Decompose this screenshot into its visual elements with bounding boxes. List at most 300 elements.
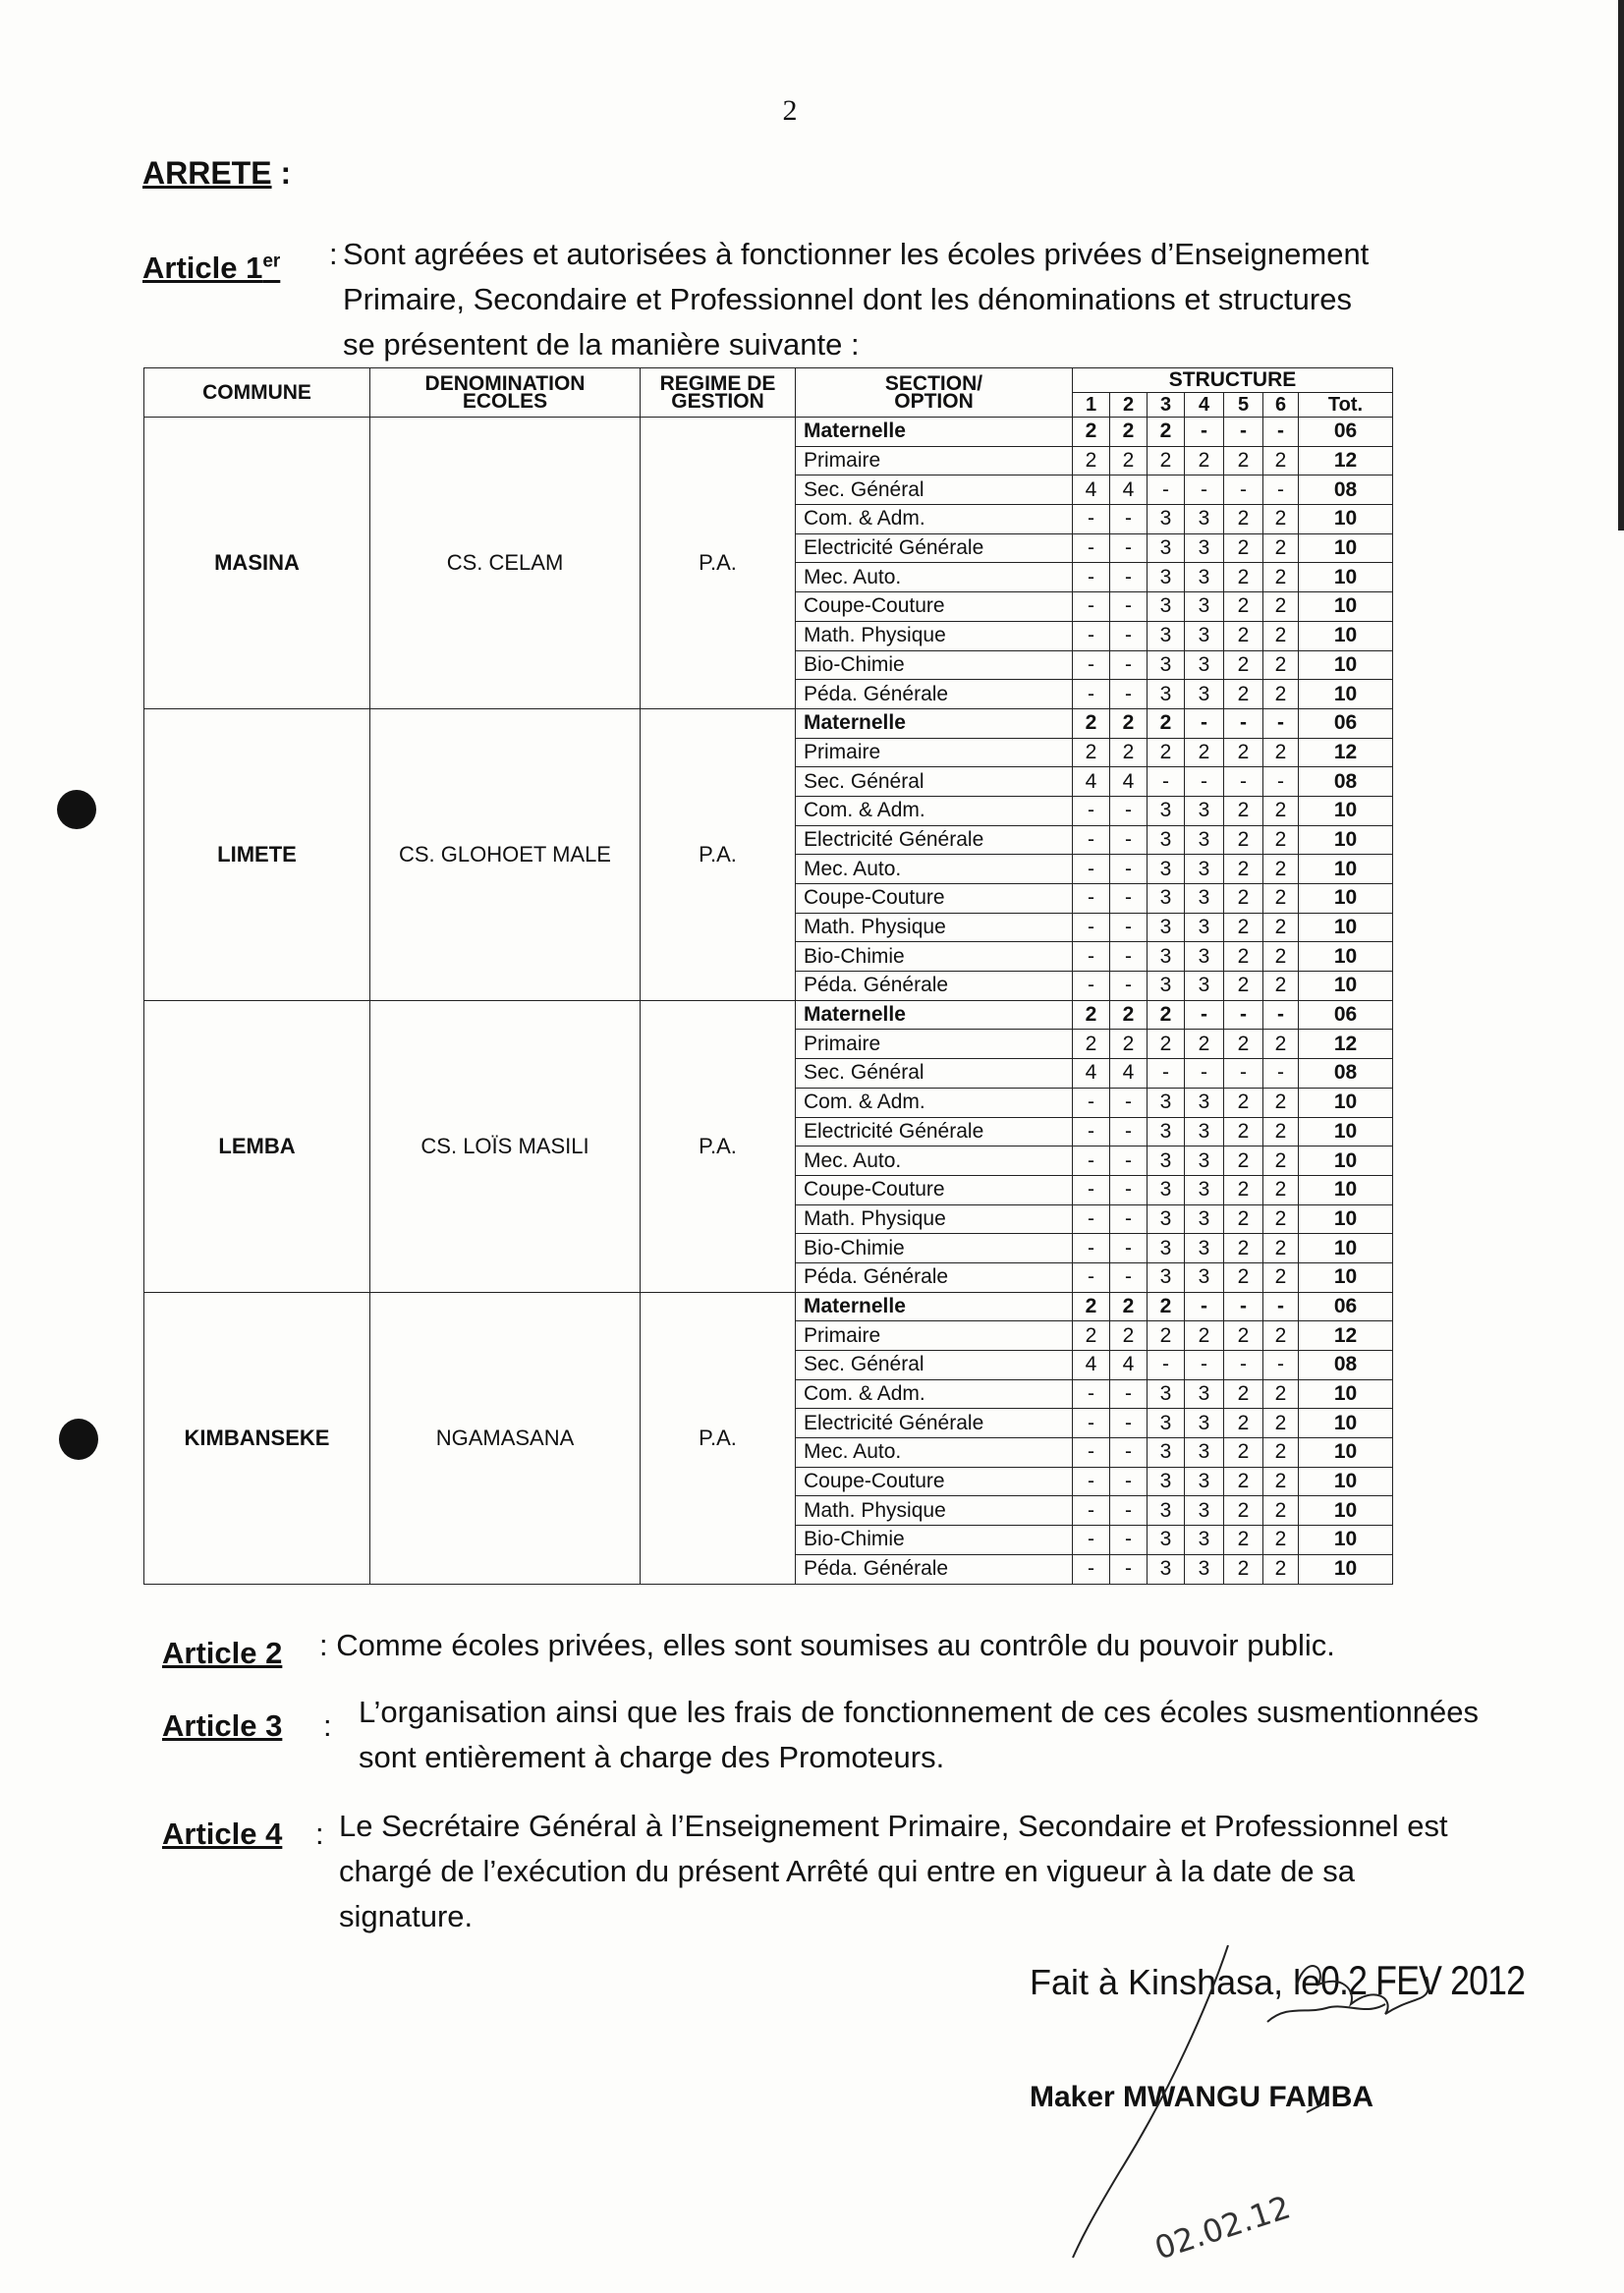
level-value: 2 [1263,1146,1299,1176]
total-value: 10 [1299,1117,1393,1146]
level-value: - [1073,1379,1110,1409]
article-2-text: Comme écoles privées, elles sont soumises au contrôle du pouvoir public. [336,1628,1335,1662]
section-name: Sec. Général [796,475,1073,505]
level-value: 3 [1148,1409,1185,1438]
article-3-label: Article 3 [162,1708,283,1743]
punch-hole [59,1419,98,1460]
level-value: 4 [1110,475,1148,505]
level-value: 2 [1073,418,1110,447]
level-value: 2 [1073,1030,1110,1059]
section-name: Coupe-Couture [796,1175,1073,1204]
section-name: Péda. Générale [796,1262,1073,1292]
header-total: Tot. [1299,393,1393,418]
level-value: - [1224,1351,1263,1380]
level-value: 2 [1263,1554,1299,1584]
section-name: Mec. Auto. [796,1146,1073,1176]
level-value: 2 [1263,1204,1299,1234]
total-value: 06 [1299,418,1393,447]
level-value: 3 [1148,680,1185,709]
school-regime: P.A. [641,708,796,1000]
level-value: 3 [1185,1467,1224,1496]
header-level: 2 [1110,393,1148,418]
level-value: - [1110,680,1148,709]
total-value: 10 [1299,505,1393,534]
total-value: 10 [1299,680,1393,709]
level-value: - [1073,1234,1110,1263]
level-value: 2 [1073,1292,1110,1321]
level-value: 2 [1148,1000,1185,1030]
level-value: - [1224,708,1263,738]
table-row [144,1292,1393,1321]
level-value: 2 [1224,1175,1263,1204]
level-value: - [1073,913,1110,942]
level-value: 2 [1073,446,1110,475]
level-value: 3 [1185,1554,1224,1584]
total-value: 12 [1299,446,1393,475]
level-value: 4 [1073,1351,1110,1380]
level-value: 3 [1148,563,1185,592]
level-value: 4 [1073,475,1110,505]
level-value: 2 [1263,446,1299,475]
article-4-label: Article 4 [162,1817,283,1851]
total-value: 12 [1299,738,1393,767]
level-value: 3 [1185,1379,1224,1409]
level-value: - [1073,1175,1110,1204]
level-value: 3 [1148,1379,1185,1409]
article-4-text: Le Secrétaire Général à l’Enseignement Primaire, Secondaire et Professionnel est chargé de l’exécution du présent Arrêté qui entre en vigueur à la date de sa signature. [339,1809,1448,1933]
level-value: 2 [1148,1321,1185,1351]
level-value: 3 [1185,1146,1224,1176]
level-value: 2 [1263,563,1299,592]
level-value: 3 [1148,884,1185,914]
level-value: 3 [1148,1467,1185,1496]
article-1-line: Primaire, Secondaire et Professionnel dont les dénominations et structures [343,282,1352,316]
level-value: - [1110,1467,1148,1496]
section-name: Com. & Adm. [796,1379,1073,1409]
level-value: 2 [1148,1292,1185,1321]
level-value: - [1073,855,1110,884]
level-value: 3 [1185,1409,1224,1438]
level-value: - [1110,1234,1148,1263]
decree-heading: ARRETE : [142,155,292,191]
section-name: Maternelle [796,1000,1073,1030]
level-value: 4 [1110,1059,1148,1089]
level-value: - [1110,1496,1148,1526]
level-value: 2 [1224,621,1263,650]
level-value: 4 [1110,1351,1148,1380]
total-value: 10 [1299,1554,1393,1584]
level-value: - [1263,1292,1299,1321]
level-value: 2 [1263,505,1299,534]
level-value: - [1110,1088,1148,1117]
level-value: 3 [1185,1496,1224,1526]
level-value: 3 [1148,1496,1185,1526]
header-level: 3 [1148,393,1185,418]
level-value: - [1073,1467,1110,1496]
level-value: 2 [1263,1117,1299,1146]
level-value: 2 [1110,708,1148,738]
level-value: 3 [1185,533,1224,563]
level-value: - [1073,1526,1110,1555]
level-value: 2 [1224,505,1263,534]
level-value: - [1185,418,1224,447]
level-value: - [1073,1088,1110,1117]
level-value: - [1110,855,1148,884]
level-value: 2 [1263,1262,1299,1292]
level-value: 2 [1263,972,1299,1001]
section-name: Coupe-Couture [796,592,1073,622]
level-value: - [1110,1438,1148,1468]
punch-hole [57,790,96,829]
level-value: - [1224,418,1263,447]
level-value: 2 [1224,1409,1263,1438]
scan-edge [1618,0,1624,531]
level-value: - [1110,884,1148,914]
level-value: 4 [1110,767,1148,797]
level-value: 3 [1185,796,1224,825]
level-value: 2 [1224,1030,1263,1059]
level-value: 2 [1148,1030,1185,1059]
level-value: - [1224,1059,1263,1089]
level-value: 2 [1224,650,1263,680]
total-value: 10 [1299,592,1393,622]
total-value: 10 [1299,1234,1393,1263]
level-value: - [1073,825,1110,855]
level-value: - [1073,650,1110,680]
level-value: 2 [1224,1379,1263,1409]
header-level: 6 [1263,393,1299,418]
header-level: 5 [1224,393,1263,418]
level-value: 2 [1263,855,1299,884]
section-name: Sec. Général [796,1351,1073,1380]
level-value: - [1224,1000,1263,1030]
level-value: - [1110,1554,1148,1584]
total-value: 10 [1299,1088,1393,1117]
section-name: Math. Physique [796,621,1073,650]
level-value: 3 [1148,855,1185,884]
total-value: 10 [1299,533,1393,563]
level-value: 3 [1185,825,1224,855]
level-value: 3 [1148,533,1185,563]
header-commune: COMMUNE [144,368,370,418]
section-name: Mec. Auto. [796,1438,1073,1468]
level-value: 3 [1185,505,1224,534]
header-regime: REGIME DE GESTION [641,368,796,418]
level-value: 3 [1185,680,1224,709]
level-value: - [1110,1146,1148,1176]
level-value: 3 [1148,1262,1185,1292]
section-name: Sec. Général [796,1059,1073,1089]
level-value: 3 [1185,1526,1224,1555]
school-denomination: CS. CELAM [370,418,641,709]
school-regime: P.A. [641,1292,796,1584]
section-name: Bio-Chimie [796,650,1073,680]
school-regime: P.A. [641,1000,796,1292]
level-value: - [1110,1262,1148,1292]
level-value: 2 [1224,563,1263,592]
header-structure: STRUCTURE [1073,368,1393,393]
level-value: - [1110,1379,1148,1409]
level-value: 2 [1224,446,1263,475]
level-value: - [1073,1204,1110,1234]
level-value: - [1110,1117,1148,1146]
level-value: - [1073,1496,1110,1526]
total-value: 12 [1299,1030,1393,1059]
level-value: 4 [1073,1059,1110,1089]
total-value: 08 [1299,767,1393,797]
level-value: 2 [1263,942,1299,972]
level-value: - [1073,533,1110,563]
level-value: 3 [1148,972,1185,1001]
level-value: 2 [1110,1292,1148,1321]
section-name: Primaire [796,738,1073,767]
level-value: 2 [1263,1379,1299,1409]
total-value: 10 [1299,855,1393,884]
total-value: 10 [1299,563,1393,592]
level-value: 3 [1148,1146,1185,1176]
total-value: 10 [1299,1409,1393,1438]
section-name: Math. Physique [796,913,1073,942]
level-value: 3 [1185,1204,1224,1234]
level-value: 3 [1185,884,1224,914]
section-name: Primaire [796,446,1073,475]
level-value: - [1148,475,1185,505]
level-value: - [1185,1000,1224,1030]
total-value: 10 [1299,884,1393,914]
level-value: 2 [1110,1030,1148,1059]
signer-name: Maker MWANGU FAMBA [1030,2081,1374,2113]
level-value: 2 [1110,446,1148,475]
level-value: 2 [1263,1409,1299,1438]
header-denomination: DENOMINATION ECOLES [370,368,641,418]
level-value: 3 [1185,563,1224,592]
level-value: - [1185,1292,1224,1321]
total-value: 10 [1299,942,1393,972]
handwritten-signature [1061,1945,1526,2269]
level-value: - [1185,1351,1224,1380]
level-value: 3 [1148,1234,1185,1263]
level-value: 2 [1224,796,1263,825]
header-section: SECTION/ OPTION [796,368,1073,418]
total-value: 10 [1299,1496,1393,1526]
level-value: - [1073,1438,1110,1468]
level-value: 3 [1185,1175,1224,1204]
level-value: 2 [1148,418,1185,447]
level-value: 2 [1224,1321,1263,1351]
level-value: 2 [1148,738,1185,767]
level-value: - [1110,1175,1148,1204]
section-name: Maternelle [796,708,1073,738]
header-level: 4 [1185,393,1224,418]
level-value: 3 [1148,942,1185,972]
article-3: Article 3 : L’organisation ainsi que les frais de fonctionnement de ces écoles susmentionnées sont entièrement à charge des Promoteurs. [162,1690,1479,1780]
level-value: 2 [1185,738,1224,767]
level-value: - [1110,621,1148,650]
level-value: - [1110,972,1148,1001]
total-value: 10 [1299,1379,1393,1409]
level-value: 3 [1148,650,1185,680]
level-value: 2 [1224,533,1263,563]
school-denomination: CS. GLOHOET MALE [370,708,641,1000]
schools-table [143,367,1393,1585]
level-value: - [1224,475,1263,505]
section-name: Math. Physique [796,1204,1073,1234]
level-value: - [1110,1204,1148,1234]
section-name: Péda. Générale [796,972,1073,1001]
section-name: Coupe-Couture [796,884,1073,914]
level-value: - [1148,1351,1185,1380]
level-value: 3 [1148,1088,1185,1117]
level-value: - [1263,1000,1299,1030]
level-value: - [1110,592,1148,622]
total-value: 06 [1299,1000,1393,1030]
level-value: 3 [1148,825,1185,855]
school-commune: LIMETE [144,708,370,1000]
level-value: 2 [1224,680,1263,709]
level-value: 2 [1224,1526,1263,1555]
total-value: 06 [1299,1292,1393,1321]
level-value: 2 [1263,913,1299,942]
section-name: Sec. Général [796,767,1073,797]
section-name: Mec. Auto. [796,563,1073,592]
level-value: 2 [1148,708,1185,738]
place-text: Fait à Kinshasa, le [1030,1962,1321,2002]
section-name: Com. & Adm. [796,796,1073,825]
handwritten-date: 02.02.12 [1149,2188,1295,2267]
level-value: - [1110,533,1148,563]
level-value: 3 [1148,1204,1185,1234]
total-value: 06 [1299,708,1393,738]
level-value: 3 [1185,942,1224,972]
level-value: 2 [1263,1030,1299,1059]
total-value: 10 [1299,1146,1393,1176]
level-value: - [1185,708,1224,738]
total-value: 10 [1299,621,1393,650]
level-value: - [1185,767,1224,797]
level-value: 2 [1263,650,1299,680]
level-value: 3 [1185,1438,1224,1468]
level-value: 2 [1263,1438,1299,1468]
level-value: 3 [1148,796,1185,825]
section-name: Péda. Générale [796,680,1073,709]
article-1-label: Article 1er [142,251,281,286]
school-commune: MASINA [144,418,370,709]
article-1-line: Sont agréées et autorisées à fonctionner les écoles privées d’Enseignement [343,237,1370,271]
total-value: 10 [1299,1438,1393,1468]
level-value: 3 [1185,1088,1224,1117]
level-value: 2 [1073,1000,1110,1030]
level-value: 3 [1148,1554,1185,1584]
level-value: - [1148,767,1185,797]
level-value: - [1110,913,1148,942]
level-value: 3 [1148,913,1185,942]
section-name: Primaire [796,1030,1073,1059]
level-value: 2 [1224,884,1263,914]
level-value: 2 [1263,1467,1299,1496]
level-value: - [1263,1351,1299,1380]
level-value: 2 [1073,708,1110,738]
level-value: 2 [1224,1438,1263,1468]
section-name: Math. Physique [796,1496,1073,1526]
level-value: - [1110,796,1148,825]
level-value: - [1263,767,1299,797]
level-value: 2 [1110,738,1148,767]
header-level: 1 [1073,393,1110,418]
level-value: 2 [1185,1321,1224,1351]
level-value: 3 [1148,505,1185,534]
article-4: Article 4 : Le Secrétaire Général à l’Enseignement Primaire, Secondaire et Professionnel est chargé de l’exécution du présent Arrêté qui entre en vigueur à la date de sa signature. [162,1804,1479,1939]
level-value: 3 [1185,1234,1224,1263]
level-value: - [1073,942,1110,972]
level-value: - [1110,650,1148,680]
total-value: 10 [1299,825,1393,855]
level-value: 2 [1224,592,1263,622]
level-value: 2 [1224,1146,1263,1176]
level-value: 2 [1224,913,1263,942]
level-value: 3 [1185,855,1224,884]
level-value: 2 [1263,1526,1299,1555]
table-row [144,418,1393,447]
level-value: 2 [1263,884,1299,914]
section-name: Maternelle [796,418,1073,447]
level-value: 3 [1185,621,1224,650]
level-value: 2 [1224,1117,1263,1146]
level-value: 2 [1110,1321,1148,1351]
total-value: 10 [1299,650,1393,680]
level-value: 2 [1224,738,1263,767]
level-value: 2 [1110,418,1148,447]
level-value: 2 [1224,1088,1263,1117]
total-value: 10 [1299,796,1393,825]
level-value: - [1073,592,1110,622]
total-value: 10 [1299,1204,1393,1234]
section-name: Com. & Adm. [796,505,1073,534]
school-commune: KIMBANSEKE [144,1292,370,1584]
article-2: Article 2 : Comme écoles privées, elles sont soumises au contrôle du pouvoir public. [162,1623,1479,1668]
level-value: 2 [1224,855,1263,884]
level-value: 3 [1148,1526,1185,1555]
total-value: 10 [1299,1467,1393,1496]
level-value: 3 [1185,972,1224,1001]
level-value: 2 [1263,738,1299,767]
total-value: 10 [1299,1262,1393,1292]
level-value: 2 [1224,1496,1263,1526]
level-value: - [1073,884,1110,914]
level-value: 2 [1224,825,1263,855]
total-value: 10 [1299,1526,1393,1555]
school-commune: LEMBA [144,1000,370,1292]
page-number: 2 [782,94,798,127]
level-value: - [1185,475,1224,505]
level-value: - [1073,1554,1110,1584]
article-3-text: L’organisation ainsi que les frais de fonctionnement de ces écoles susmentionnées sont entièrement à charge des Promoteurs. [359,1695,1479,1774]
table-row [144,1000,1393,1030]
level-value: 2 [1263,1321,1299,1351]
article-1-line: se présentent de la manière suivante : [343,327,860,362]
level-value: 2 [1263,533,1299,563]
level-value: 2 [1148,446,1185,475]
level-value: 4 [1073,767,1110,797]
level-value: 2 [1224,1234,1263,1263]
section-name: Primaire [796,1321,1073,1351]
level-value: - [1224,1292,1263,1321]
total-value: 10 [1299,1175,1393,1204]
level-value: 2 [1073,1321,1110,1351]
total-value: 08 [1299,1059,1393,1089]
level-value: - [1263,1059,1299,1089]
section-name: Bio-Chimie [796,1234,1073,1263]
total-value: 08 [1299,1351,1393,1380]
